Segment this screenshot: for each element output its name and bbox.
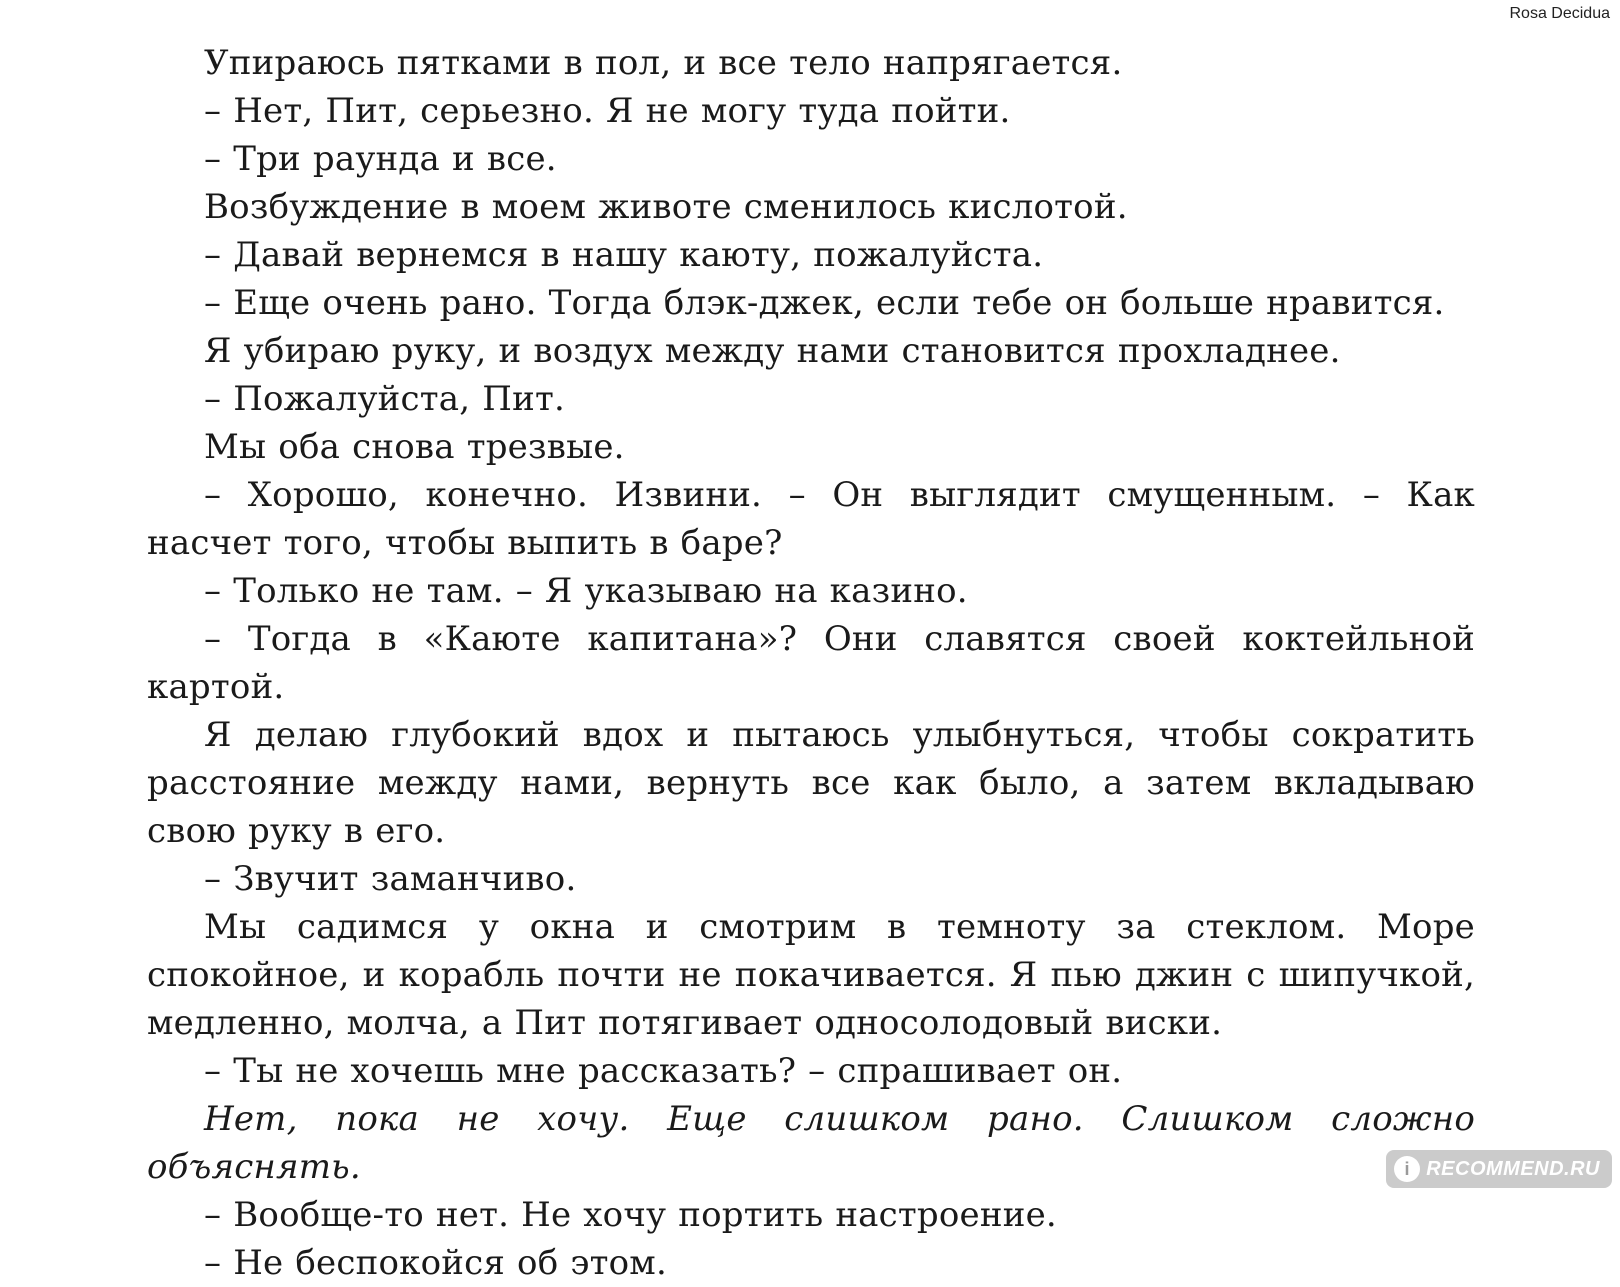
paragraph: – Три раунда и все. [204,139,557,179]
book-page-text [147,39,1475,1287]
paragraph: – Не беспокойся об этом. [204,1243,667,1283]
paragraph: – Только не там. – Я указываю на казино. [204,571,968,611]
paragraph: Я убираю руку, и воздух между нами становится прохладнее. [204,331,1341,371]
paragraph: – Давай вернемся в нашу каюту, пожалуйста. [204,235,1044,275]
paragraph: – Ты не хочешь мне рассказать? – спрашивает он. [204,1051,1123,1091]
watermark-badge-icon: i [1394,1156,1420,1182]
paragraph: Мы садимся у окна и смотрим в темноту за стеклом. Море спокойное, и корабль почти не покачивается. Я пью джин с шипучкой, медленно, молча, а Пит потягивает односолодовый виски. [147,907,1475,1043]
paragraph: Я делаю глубокий вдох и пытаюсь улыбнуться, чтобы сократить расстояние между нами, вернуть все как было, а затем вкладываю свою руку в его. [147,715,1475,851]
username-label: Rosa Decidua [1506,4,1615,24]
paragraph: – Звучит заманчиво. [204,859,577,899]
paragraph-italic-thought: Нет, пока не хочу. Еще слишком рано. Слишком сложно объяснять. [147,1099,1475,1187]
paragraph: Мы оба снова трезвые. [204,427,625,467]
paragraph: – Хорошо, конечно. Извини. – Он выглядит смущенным. – Как насчет того, чтобы выпить в баре? [147,475,1475,563]
recommend-watermark [1386,1150,1612,1188]
paragraph: Возбуждение в моем животе сменилось кислотой. [204,187,1128,227]
paragraph: – Нет, Пит, серьезно. Я не могу туда пойти. [204,91,1011,131]
paragraph: – Вообще-то нет. Не хочу портить настроение. [204,1195,1057,1235]
paragraph: – Пожалуйста, Пит. [204,379,566,419]
paragraph: Упираюсь пятками в пол, и все тело напрягается. [204,43,1123,83]
watermark-text: RECOMMEND.RU [1426,1157,1600,1180]
paragraph: – Еще очень рано. Тогда блэк-джек, если тебе он больше нравится. [204,283,1445,323]
paragraph: – Тогда в «Каюте капитана»? Они славятся своей коктейльной картой. [147,619,1475,707]
